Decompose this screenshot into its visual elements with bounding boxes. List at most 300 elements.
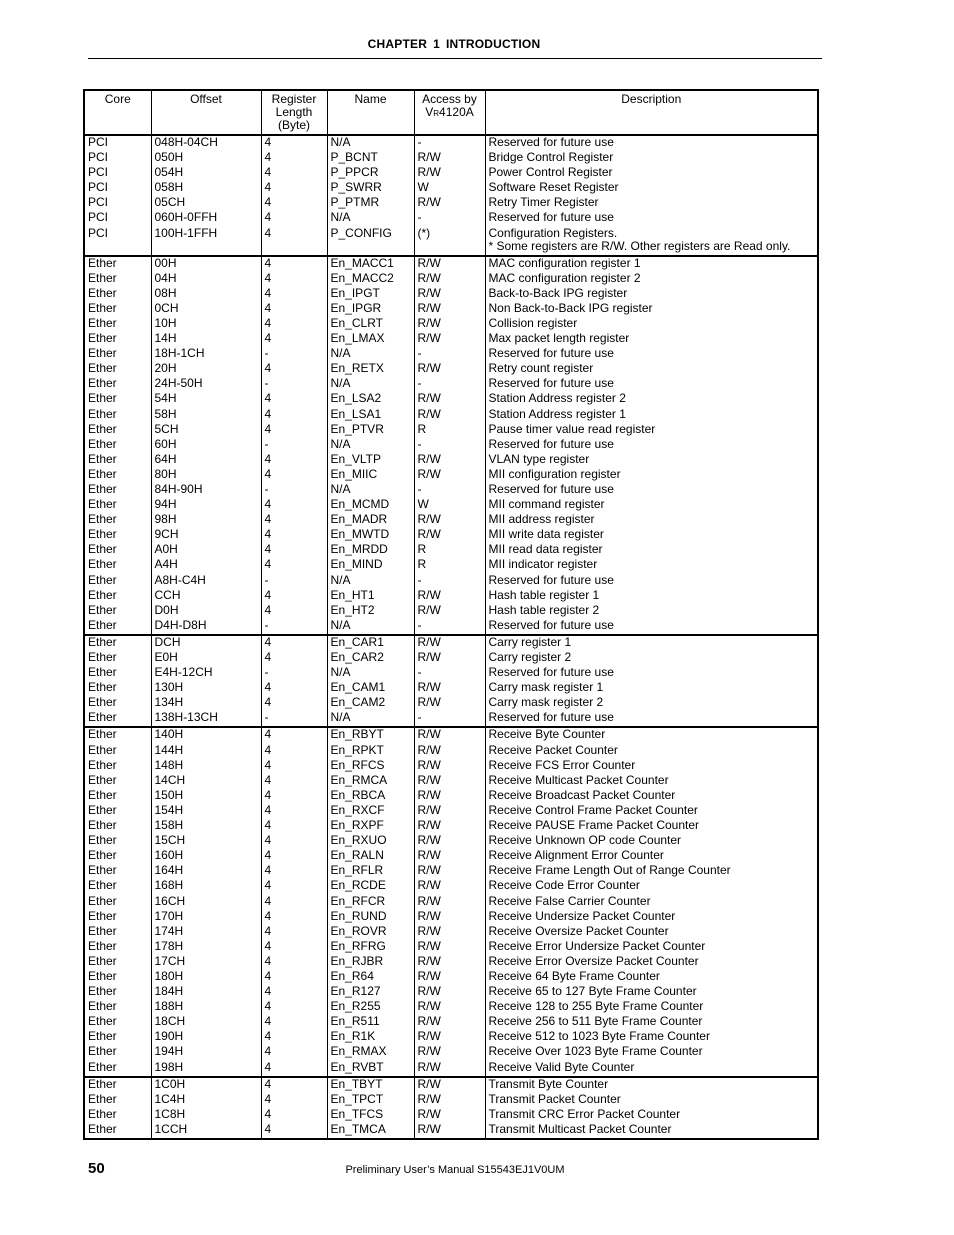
table-row bbox=[84, 940, 818, 955]
cell-access: R bbox=[414, 558, 485, 573]
cell-description: Receive 256 to 511 Byte Frame Counter bbox=[485, 1015, 818, 1030]
cell-core: Ether bbox=[84, 392, 151, 407]
cell-offset: 198H bbox=[151, 1061, 261, 1077]
table-row bbox=[84, 558, 818, 573]
cell-name: En_RXCF bbox=[327, 804, 414, 819]
table-row bbox=[84, 774, 818, 789]
chapter-label: CHAPTER bbox=[367, 37, 428, 51]
cell-length: 4 bbox=[261, 789, 327, 804]
description-line: Configuration Registers. bbox=[488, 226, 618, 240]
cell-name: En_MWTD bbox=[327, 528, 414, 543]
manual-title: Preliminary User’s Manual S15543EJ1V0UM bbox=[345, 1164, 565, 1176]
cell-access: R/W bbox=[414, 910, 485, 925]
cell-description: MII command register bbox=[485, 498, 818, 513]
cell-description: Receive Code Error Counter bbox=[485, 879, 818, 894]
cell-access: - bbox=[414, 347, 485, 362]
table-row bbox=[84, 181, 818, 196]
cell-access: R/W bbox=[414, 151, 485, 166]
cell-offset: 144H bbox=[151, 744, 261, 759]
table-row bbox=[84, 895, 818, 910]
cell-name: En_RJBR bbox=[327, 955, 414, 970]
cell-length: 4 bbox=[261, 211, 327, 226]
cell-offset: 150H bbox=[151, 789, 261, 804]
cell-description: Receive 512 to 1023 Byte Frame Counter bbox=[485, 1030, 818, 1045]
cell-core: Ether bbox=[84, 1108, 151, 1123]
cell-offset: 060H-0FFH bbox=[151, 211, 261, 226]
cell-access: R/W bbox=[414, 1108, 485, 1123]
cell-length: 4 bbox=[261, 1077, 327, 1093]
cell-name: En_MIND bbox=[327, 558, 414, 573]
cell-name: En_R1K bbox=[327, 1030, 414, 1045]
cell-name: En_VLTP bbox=[327, 453, 414, 468]
cell-offset: 184H bbox=[151, 985, 261, 1000]
cell-core: Ether bbox=[84, 970, 151, 985]
cell-length: 4 bbox=[261, 774, 327, 789]
cell-core: PCI bbox=[84, 151, 151, 166]
cell-access: R/W bbox=[414, 1123, 485, 1139]
cell-description: Software Reset Register bbox=[485, 181, 818, 196]
cell-length: 4 bbox=[261, 1030, 327, 1045]
cell-name: En_R64 bbox=[327, 970, 414, 985]
cell-core: Ether bbox=[84, 727, 151, 743]
cell-offset: 15CH bbox=[151, 834, 261, 849]
cell-core: Ether bbox=[84, 377, 151, 392]
cell-offset: 00H bbox=[151, 256, 261, 272]
cell-offset: 80H bbox=[151, 468, 261, 483]
table-row bbox=[84, 970, 818, 985]
cell-length: 4 bbox=[261, 1108, 327, 1123]
cell-access: - bbox=[414, 483, 485, 498]
length-header-line: Register bbox=[271, 92, 317, 106]
cell-name: En_RETX bbox=[327, 362, 414, 377]
cell-core: PCI bbox=[84, 196, 151, 211]
cell-name: N/A bbox=[327, 438, 414, 453]
table-row bbox=[84, 604, 818, 619]
cell-core: Ether bbox=[84, 528, 151, 543]
cell-name: En_CAM2 bbox=[327, 696, 414, 711]
table-row bbox=[84, 864, 818, 879]
table-row bbox=[84, 543, 818, 558]
cell-access: R/W bbox=[414, 287, 485, 302]
cell-core: PCI bbox=[84, 135, 151, 151]
cell-core: Ether bbox=[84, 302, 151, 317]
cell-offset: A8H-C4H bbox=[151, 574, 261, 589]
cell-length: 4 bbox=[261, 453, 327, 468]
cell-offset: 160H bbox=[151, 849, 261, 864]
cell-description: Receive Broadcast Packet Counter bbox=[485, 789, 818, 804]
cell-length: 4 bbox=[261, 317, 327, 332]
cell-access: R/W bbox=[414, 332, 485, 347]
cell-core: Ether bbox=[84, 774, 151, 789]
cell-offset: 1C8H bbox=[151, 1108, 261, 1123]
cell-length: 4 bbox=[261, 1015, 327, 1030]
cell-access: R/W bbox=[414, 819, 485, 834]
cell-description: Hash table register 1 bbox=[485, 589, 818, 604]
cell-name: En_HT2 bbox=[327, 604, 414, 619]
cell-length: 4 bbox=[261, 1061, 327, 1077]
cell-offset: 04H bbox=[151, 272, 261, 287]
cell-core: Ether bbox=[84, 513, 151, 528]
cell-offset: 14CH bbox=[151, 774, 261, 789]
cell-length: 4 bbox=[261, 589, 327, 604]
cell-access: R/W bbox=[414, 1030, 485, 1045]
cell-description: Receive Byte Counter bbox=[485, 727, 818, 743]
cell-description: Max packet length register bbox=[485, 332, 818, 347]
table-row bbox=[84, 1061, 818, 1077]
cell-access: R/W bbox=[414, 985, 485, 1000]
cell-offset: 190H bbox=[151, 1030, 261, 1045]
cell-offset: 08H bbox=[151, 287, 261, 302]
cell-length: 4 bbox=[261, 498, 327, 513]
table-row bbox=[84, 879, 818, 894]
cell-access: - bbox=[414, 135, 485, 151]
cell-name: En_R255 bbox=[327, 1000, 414, 1015]
cell-access: R bbox=[414, 543, 485, 558]
cell-access: R/W bbox=[414, 774, 485, 789]
cell-access: R/W bbox=[414, 925, 485, 940]
table-row bbox=[84, 513, 818, 528]
cell-core: Ether bbox=[84, 711, 151, 727]
cell-offset: 18H-1CH bbox=[151, 347, 261, 362]
cell-offset: 58H bbox=[151, 408, 261, 423]
table-row bbox=[84, 332, 818, 347]
cell-description: Reserved for future use bbox=[485, 574, 818, 589]
cell-access: R/W bbox=[414, 849, 485, 864]
cell-name: P_PTMR bbox=[327, 196, 414, 211]
cell-length: 4 bbox=[261, 151, 327, 166]
access-header-line: Access by bbox=[422, 92, 477, 106]
cell-name: En_RMAX bbox=[327, 1045, 414, 1060]
cell-description: Transmit Packet Counter bbox=[485, 1093, 818, 1108]
cell-access: R/W bbox=[414, 940, 485, 955]
cell-core: Ether bbox=[84, 834, 151, 849]
cell-length: 4 bbox=[261, 895, 327, 910]
cell-access: (*) bbox=[414, 227, 485, 256]
cell-length: - bbox=[261, 666, 327, 681]
column-header-core: Core bbox=[84, 90, 151, 135]
cell-offset: 164H bbox=[151, 864, 261, 879]
cell-access: - bbox=[414, 377, 485, 392]
table-row bbox=[84, 635, 818, 651]
cell-core: Ether bbox=[84, 438, 151, 453]
cell-name: N/A bbox=[327, 619, 414, 635]
cell-name: En_RXUO bbox=[327, 834, 414, 849]
cell-name: P_PPCR bbox=[327, 166, 414, 181]
cell-core: Ether bbox=[84, 789, 151, 804]
table-row bbox=[84, 256, 818, 272]
cell-core: Ether bbox=[84, 362, 151, 377]
cell-access: R/W bbox=[414, 955, 485, 970]
cell-description: MII read data register bbox=[485, 543, 818, 558]
cell-name: En_CLRT bbox=[327, 317, 414, 332]
cell-length: 4 bbox=[261, 985, 327, 1000]
cell-description: Transmit Multicast Packet Counter bbox=[485, 1123, 818, 1139]
cell-length: 4 bbox=[261, 181, 327, 196]
cell-offset: 138H-13CH bbox=[151, 711, 261, 727]
cell-description: Pause timer value read register bbox=[485, 423, 818, 438]
table-row bbox=[84, 1077, 818, 1093]
length-header-line: (Byte) bbox=[277, 118, 310, 132]
cell-name: En_R127 bbox=[327, 985, 414, 1000]
cell-description: Receive 64 Byte Frame Counter bbox=[485, 970, 818, 985]
column-header-description: Description bbox=[485, 90, 818, 135]
cell-name: En_RVBT bbox=[327, 1061, 414, 1077]
table-row bbox=[84, 347, 818, 362]
cell-name: N/A bbox=[327, 574, 414, 589]
cell-core: Ether bbox=[84, 681, 151, 696]
cell-length: 4 bbox=[261, 408, 327, 423]
cell-length: 4 bbox=[261, 1093, 327, 1108]
cell-length: 4 bbox=[261, 362, 327, 377]
cell-length: 4 bbox=[261, 558, 327, 573]
cell-name: En_RUND bbox=[327, 910, 414, 925]
cell-access: R/W bbox=[414, 651, 485, 666]
cell-name: En_CAR1 bbox=[327, 635, 414, 651]
cell-name: En_PTVR bbox=[327, 423, 414, 438]
cell-offset: 0CH bbox=[151, 302, 261, 317]
cell-core: Ether bbox=[84, 347, 151, 362]
cell-access: R/W bbox=[414, 528, 485, 543]
cell-core: Ether bbox=[84, 272, 151, 287]
cell-offset: 188H bbox=[151, 1000, 261, 1015]
cell-offset: 1C4H bbox=[151, 1093, 261, 1108]
cell-core: Ether bbox=[84, 864, 151, 879]
cell-access: R/W bbox=[414, 681, 485, 696]
cell-core: Ether bbox=[84, 1093, 151, 1108]
cell-name: En_RFLR bbox=[327, 864, 414, 879]
cell-offset: 98H bbox=[151, 513, 261, 528]
table-row bbox=[84, 651, 818, 666]
cell-description: MAC configuration register 1 bbox=[485, 256, 818, 272]
cell-description: Reserved for future use bbox=[485, 711, 818, 727]
cell-length: 4 bbox=[261, 804, 327, 819]
table-row bbox=[84, 819, 818, 834]
cell-access: - bbox=[414, 438, 485, 453]
cell-length: 4 bbox=[261, 272, 327, 287]
cell-length: 4 bbox=[261, 727, 327, 743]
table-row bbox=[84, 744, 818, 759]
cell-offset: 18CH bbox=[151, 1015, 261, 1030]
cell-core: PCI bbox=[84, 227, 151, 256]
cell-access: - bbox=[414, 619, 485, 635]
cell-length: 4 bbox=[261, 864, 327, 879]
column-header-length bbox=[261, 90, 327, 135]
cell-access: R/W bbox=[414, 744, 485, 759]
cell-description: Reserved for future use bbox=[485, 483, 818, 498]
cell-length: 4 bbox=[261, 681, 327, 696]
cell-description: Reserved for future use bbox=[485, 135, 818, 151]
cell-description: Receive FCS Error Counter bbox=[485, 759, 818, 774]
table-row bbox=[84, 1108, 818, 1123]
cell-length: - bbox=[261, 574, 327, 589]
cell-description: Non Back-to-Back IPG register bbox=[485, 302, 818, 317]
cell-offset: 05CH bbox=[151, 196, 261, 211]
cell-name: P_BCNT bbox=[327, 151, 414, 166]
cell-access: R/W bbox=[414, 804, 485, 819]
cell-description: Receive Multicast Packet Counter bbox=[485, 774, 818, 789]
cell-access: R/W bbox=[414, 604, 485, 619]
table-row bbox=[84, 696, 818, 711]
cell-access: R/W bbox=[414, 256, 485, 272]
cell-description: Receive Error Undersize Packet Counter bbox=[485, 940, 818, 955]
cell-offset: 048H-04CH bbox=[151, 135, 261, 151]
cell-offset: 60H bbox=[151, 438, 261, 453]
table-row bbox=[84, 574, 818, 589]
length-header-line: Length bbox=[275, 105, 313, 119]
cell-name: En_MRDD bbox=[327, 543, 414, 558]
cell-length: 4 bbox=[261, 196, 327, 211]
table-row bbox=[84, 166, 818, 181]
table-row bbox=[84, 681, 818, 696]
cell-access: R/W bbox=[414, 1045, 485, 1060]
access-header-v: V bbox=[425, 105, 434, 119]
table-row bbox=[84, 196, 818, 211]
cell-length: 4 bbox=[261, 256, 327, 272]
table-row bbox=[84, 834, 818, 849]
cell-description: Carry mask register 1 bbox=[485, 681, 818, 696]
cell-core: Ether bbox=[84, 332, 151, 347]
cell-name: P_SWRR bbox=[327, 181, 414, 196]
cell-length: 4 bbox=[261, 392, 327, 407]
cell-core: PCI bbox=[84, 181, 151, 196]
cell-description: Retry Timer Register bbox=[485, 196, 818, 211]
cell-offset: CCH bbox=[151, 589, 261, 604]
cell-name: En_LSA2 bbox=[327, 392, 414, 407]
cell-access: R/W bbox=[414, 589, 485, 604]
table-row bbox=[84, 362, 818, 377]
cell-description: Receive Frame Length Out of Range Counter bbox=[485, 864, 818, 879]
cell-length: 4 bbox=[261, 1045, 327, 1060]
table-row bbox=[84, 453, 818, 468]
table-row bbox=[84, 955, 818, 970]
cell-length: 4 bbox=[261, 513, 327, 528]
cell-offset: 5CH bbox=[151, 423, 261, 438]
cell-description: MII address register bbox=[485, 513, 818, 528]
cell-offset: E0H bbox=[151, 651, 261, 666]
cell-description: Hash table register 2 bbox=[485, 604, 818, 619]
column-header-name: Name bbox=[327, 90, 414, 135]
table-row bbox=[84, 849, 818, 864]
chapter-title: INTRODUCTION bbox=[445, 37, 541, 51]
cell-access: R/W bbox=[414, 513, 485, 528]
cell-core: Ether bbox=[84, 574, 151, 589]
table-header-row bbox=[84, 90, 818, 135]
table-row bbox=[84, 666, 818, 681]
cell-core: Ether bbox=[84, 940, 151, 955]
cell-access: R/W bbox=[414, 196, 485, 211]
cell-length: 4 bbox=[261, 925, 327, 940]
cell-name: En_RMCA bbox=[327, 774, 414, 789]
cell-name: En_MADR bbox=[327, 513, 414, 528]
table-row bbox=[84, 272, 818, 287]
cell-access: R/W bbox=[414, 408, 485, 423]
cell-access: R/W bbox=[414, 970, 485, 985]
cell-name: En_LMAX bbox=[327, 332, 414, 347]
cell-core: Ether bbox=[84, 589, 151, 604]
access-header-model bbox=[418, 106, 482, 120]
cell-core: Ether bbox=[84, 408, 151, 423]
cell-length: 4 bbox=[261, 910, 327, 925]
cell-length: 4 bbox=[261, 332, 327, 347]
cell-length: 4 bbox=[261, 879, 327, 894]
cell-length: - bbox=[261, 377, 327, 392]
table-row bbox=[84, 727, 818, 743]
cell-name: En_RBCA bbox=[327, 789, 414, 804]
cell-length: 4 bbox=[261, 970, 327, 985]
table-row bbox=[84, 151, 818, 166]
cell-length: - bbox=[261, 438, 327, 453]
cell-core: Ether bbox=[84, 849, 151, 864]
cell-access: R/W bbox=[414, 362, 485, 377]
cell-core: Ether bbox=[84, 423, 151, 438]
cell-name: En_CAR2 bbox=[327, 651, 414, 666]
cell-description: Station Address register 1 bbox=[485, 408, 818, 423]
cell-length: 4 bbox=[261, 819, 327, 834]
cell-access: R/W bbox=[414, 1015, 485, 1030]
cell-name: En_RFCS bbox=[327, 759, 414, 774]
cell-access: R/W bbox=[414, 468, 485, 483]
cell-description: Reserved for future use bbox=[485, 377, 818, 392]
table-row bbox=[84, 910, 818, 925]
cell-access: - bbox=[414, 211, 485, 226]
cell-name: En_HT1 bbox=[327, 589, 414, 604]
cell-offset: 130H bbox=[151, 681, 261, 696]
cell-name: En_RALN bbox=[327, 849, 414, 864]
cell-description: Receive 65 to 127 Byte Frame Counter bbox=[485, 985, 818, 1000]
cell-core: Ether bbox=[84, 1123, 151, 1139]
cell-description: Retry count register bbox=[485, 362, 818, 377]
cell-length: - bbox=[261, 711, 327, 727]
cell-access: R/W bbox=[414, 166, 485, 181]
cell-core: Ether bbox=[84, 468, 151, 483]
cell-description: Transmit CRC Error Packet Counter bbox=[485, 1108, 818, 1123]
cell-name: N/A bbox=[327, 211, 414, 226]
cell-name: P_CONFIG bbox=[327, 227, 414, 256]
cell-description: Carry register 1 bbox=[485, 635, 818, 651]
cell-access: W bbox=[414, 181, 485, 196]
cell-access: R/W bbox=[414, 864, 485, 879]
table-row bbox=[84, 528, 818, 543]
cell-name: En_MIIC bbox=[327, 468, 414, 483]
cell-description: Reserved for future use bbox=[485, 211, 818, 226]
cell-offset: D0H bbox=[151, 604, 261, 619]
column-header-offset: Offset bbox=[151, 90, 261, 135]
cell-length: 4 bbox=[261, 955, 327, 970]
table-row bbox=[84, 711, 818, 727]
cell-offset: 84H-90H bbox=[151, 483, 261, 498]
cell-name: En_RBYT bbox=[327, 727, 414, 743]
table-row bbox=[84, 759, 818, 774]
cell-description: Power Control Register bbox=[485, 166, 818, 181]
cell-offset: 54H bbox=[151, 392, 261, 407]
cell-offset: 9CH bbox=[151, 528, 261, 543]
cell-description: Receive Unknown OP code Counter bbox=[485, 834, 818, 849]
cell-core: Ether bbox=[84, 744, 151, 759]
cell-offset: 100H-1FFH bbox=[151, 227, 261, 256]
cell-length: 4 bbox=[261, 166, 327, 181]
cell-description: MII configuration register bbox=[485, 468, 818, 483]
chapter-number: 1 bbox=[433, 37, 440, 51]
cell-core: PCI bbox=[84, 166, 151, 181]
table-row bbox=[84, 468, 818, 483]
cell-description: Back-to-Back IPG register bbox=[485, 287, 818, 302]
cell-offset: 158H bbox=[151, 819, 261, 834]
cell-offset: 140H bbox=[151, 727, 261, 743]
cell-access: R/W bbox=[414, 302, 485, 317]
cell-core: Ether bbox=[84, 910, 151, 925]
table-row bbox=[84, 227, 818, 256]
cell-length: - bbox=[261, 347, 327, 362]
